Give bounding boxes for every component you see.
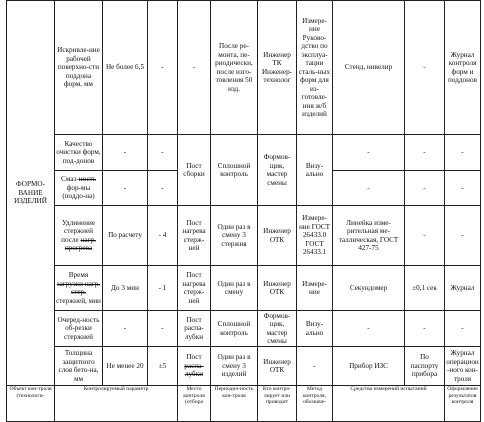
- param-value: -: [103, 311, 148, 347]
- control-object-cell: ФОРМО- ВАНИЕ ИЗДЕЛИЙ: [7, 1, 55, 386]
- accuracy: -: [405, 1, 445, 135]
- measuring-means: Прибор ИЗС: [333, 347, 405, 386]
- param-name: Очеред-ность об-резки стержней: [55, 311, 103, 347]
- control-period: Один раз в смену 3 изделий: [211, 347, 258, 386]
- record-form: -: [445, 206, 481, 266]
- table-row: [7, 266, 481, 311]
- control-period: Один раз в смену: [211, 266, 258, 311]
- control-period: После ре-монта, пе-риодически, после изго-товления 50 изд.: [211, 1, 258, 135]
- table-row: [7, 347, 481, 386]
- control-period: Один раз в смену 3 стержня: [211, 206, 258, 266]
- control-place: -: [178, 1, 211, 135]
- record-form: -: [445, 135, 481, 171]
- control-place: Пост распа-лубки: [178, 347, 211, 386]
- tolerance: -: [148, 311, 178, 347]
- header-means: Средства измерений испытаний: [333, 386, 445, 422]
- header-control-object: Объект кон-троля (технологи-: [7, 386, 55, 422]
- param-name: Удлинение стержней после нагр. прогрева: [55, 206, 103, 266]
- control-period: Сплошной контроль: [211, 311, 258, 347]
- table-header-row: [7, 386, 481, 422]
- header-place: Место контроля (отбора: [178, 386, 211, 422]
- param-name: Время загрузки нагр. стер. стержней, мин: [55, 266, 103, 311]
- param-name: Смаз-ность фор-мы (поддо-на): [55, 171, 103, 206]
- tolerance: ±5: [148, 347, 178, 386]
- control-method: Визу-ально: [297, 135, 333, 206]
- table-row: [7, 206, 481, 266]
- control-method: Измере-ние Руково-дство по эксплуа-тации сталь-ных форм для из-готовле-ния ж/б изделий: [297, 1, 333, 135]
- param-name: Качество очистки форм, под-донов: [55, 135, 103, 171]
- control-method: -: [297, 347, 333, 386]
- measuring-means: Линейка изме-рительная ме-таллическая, ГОСТ 427-75: [333, 206, 405, 266]
- param-value: До 3 мин: [103, 266, 148, 311]
- controller: Инженер ОТК: [258, 266, 297, 311]
- param-name: Толщина защитного слоя бето-на, мм: [55, 347, 103, 386]
- control-method: Измере-ние: [297, 266, 333, 311]
- param-value: Не менее 20: [103, 347, 148, 386]
- param-value: По расчету: [103, 206, 148, 266]
- param-value: -: [103, 135, 148, 171]
- table-row: [7, 135, 481, 171]
- controller: Формов-щик, мастер смены: [258, 311, 297, 347]
- tolerance: -: [148, 135, 178, 171]
- record-form: -: [445, 311, 481, 347]
- table-row: [7, 1, 481, 135]
- param-value: Не более 6,5: [103, 1, 148, 135]
- accuracy: -: [405, 311, 445, 347]
- tolerance: - 4: [148, 206, 178, 266]
- control-table: [6, 0, 481, 422]
- header-controller: Кто контро-лирует или проводит: [258, 386, 297, 422]
- control-period: Сплошной контроль: [211, 135, 258, 206]
- controller: Инженер ОТК: [258, 347, 297, 386]
- header-method: Метод контроля, обозначе-: [297, 386, 333, 422]
- accuracy: -: [405, 135, 445, 171]
- param-value: -: [103, 171, 148, 206]
- controller: Инженер ОТК: [258, 206, 297, 266]
- accuracy: -: [405, 171, 445, 206]
- measuring-means: Стенд, нивелир: [333, 1, 405, 135]
- measuring-means: -: [333, 311, 405, 347]
- control-place: Пост нагрева стерж-ней: [178, 206, 211, 266]
- record-form: Журнал контроля форм и поддонов: [445, 1, 481, 135]
- header-record: Оформление результатов контроля: [445, 386, 481, 422]
- record-form: Журнал операцион-ного кон-троля: [445, 347, 481, 386]
- controller: Инженер ТК Инженер-технолог: [258, 1, 297, 135]
- accuracy: По паспорту прибора: [405, 347, 445, 386]
- controller: Формов-щик, мастер смены: [258, 135, 297, 206]
- measuring-means: -: [333, 135, 405, 171]
- tolerance: -: [148, 1, 178, 135]
- header-parameter: Контролируемый параметр: [55, 386, 178, 422]
- tolerance: -: [148, 171, 178, 206]
- record-form: Журнал: [445, 266, 481, 311]
- record-form: -: [445, 171, 481, 206]
- tolerance: - 1: [148, 266, 178, 311]
- control-place: Пост нагрева стерж-ней: [178, 266, 211, 311]
- header-period: Периодич-ность кон-троля: [211, 386, 258, 422]
- accuracy: -: [405, 206, 445, 266]
- control-method: Измере-ние ГОСТ 26433.0 ГОСТ 26433.1: [297, 206, 333, 266]
- control-place: Пост распа-лубки: [178, 311, 211, 347]
- table-row: [7, 311, 481, 347]
- measuring-means: Секундомер: [333, 266, 405, 311]
- measuring-means: -: [333, 171, 405, 206]
- accuracy: ±0,1 сек: [405, 266, 445, 311]
- control-place: Пост сборки: [178, 135, 211, 206]
- control-method: Визу-ально: [297, 311, 333, 347]
- param-name: Искривле-ние рабочей поверхно-сти поддона форм, мм: [55, 1, 103, 135]
